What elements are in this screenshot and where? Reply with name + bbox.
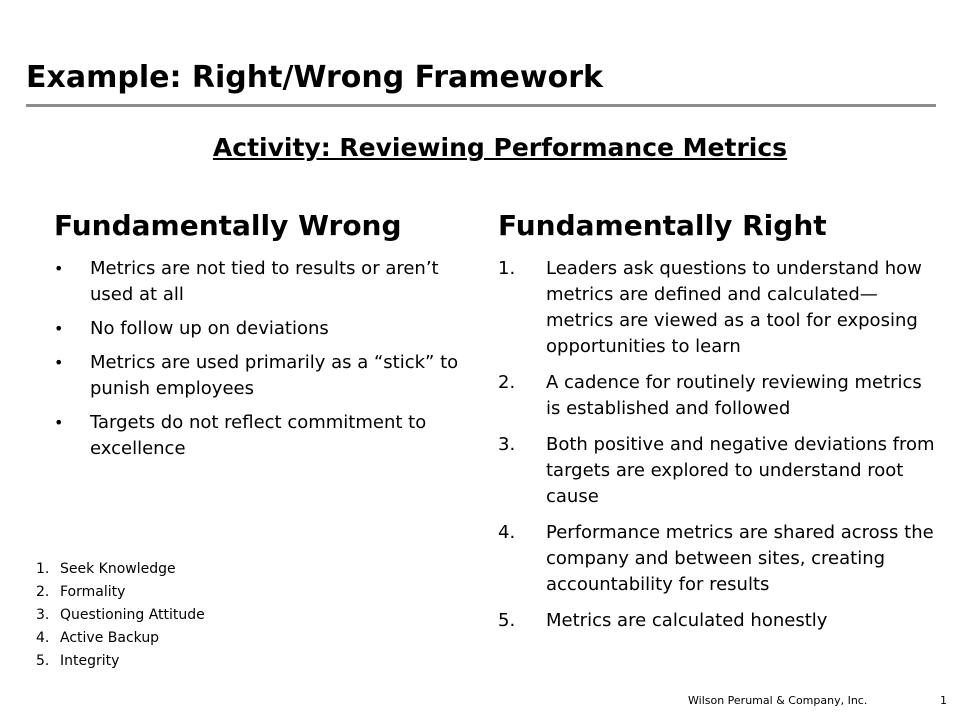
principle-number: 3.: [36, 607, 50, 623]
list-number: 4.: [498, 522, 516, 543]
bullet-icon: •: [54, 413, 64, 432]
bullet-icon: •: [54, 259, 64, 278]
wrong-list-item: [54, 256, 474, 308]
wrong-list-item: [54, 350, 474, 402]
list-number: 3.: [498, 434, 516, 455]
right-list-item: [498, 608, 938, 634]
right-list: [498, 256, 938, 644]
right-item-text: Both positive and negative deviations from targets are explored to understand root cause: [546, 434, 935, 507]
right-heading: Fundamentally Right: [498, 209, 827, 242]
bullet-icon: •: [54, 353, 64, 372]
right-list-item: [498, 370, 938, 422]
slide-title: Example: Right/Wrong Framework: [26, 60, 603, 95]
page-number: 1: [940, 694, 947, 707]
footer-company: Wilson Perumal & Company, Inc.: [688, 694, 868, 707]
wrong-heading: Fundamentally Wrong: [54, 209, 402, 242]
right-item-text: Leaders ask questions to understand how metrics are defined and calculated—metrics are viewed as a tool for exposing opportunities to learn: [546, 258, 922, 357]
wrong-item-text: Targets do not reflect commitment to excellence: [90, 412, 427, 459]
principle-number: 1.: [36, 561, 50, 577]
principle-item: [36, 558, 205, 581]
right-list-item: [498, 256, 938, 360]
principle-item: [36, 581, 205, 604]
list-number: 2.: [498, 372, 516, 393]
principle-number: 5.: [36, 653, 50, 669]
principle-text: Integrity: [60, 653, 120, 669]
list-number: 1.: [498, 258, 516, 279]
principle-item: [36, 604, 205, 627]
wrong-list-item: [54, 410, 474, 462]
principle-text: Formality: [60, 584, 126, 600]
bullet-icon: •: [54, 319, 64, 338]
right-item-text: A cadence for routinely reviewing metrics is established and followed: [546, 372, 922, 419]
principle-text: Active Backup: [60, 630, 160, 646]
right-list-item: [498, 520, 938, 598]
principle-text: Questioning Attitude: [60, 607, 205, 623]
wrong-item-text: Metrics are not tied to results or aren’t used at all: [90, 258, 439, 305]
wrong-list: [54, 256, 474, 470]
list-number: 5.: [498, 610, 516, 631]
right-item-text: Performance metrics are shared across the company and between sites, creating accountability for results: [546, 522, 934, 595]
wrong-item-text: Metrics are used primarily as a “stick” to punish employees: [90, 352, 459, 399]
principles-list: [36, 558, 205, 673]
wrong-list-item: [54, 316, 474, 342]
title-divider: [26, 104, 936, 107]
principle-item: [36, 650, 205, 673]
principle-text: Seek Knowledge: [60, 561, 176, 577]
right-item-text: Metrics are calculated honestly: [546, 610, 828, 631]
right-list-item: [498, 432, 938, 510]
activity-title: Activity: Reviewing Performance Metrics: [212, 133, 788, 162]
principle-number: 4.: [36, 630, 50, 646]
principle-item: [36, 627, 205, 650]
wrong-item-text: No follow up on deviations: [90, 318, 329, 339]
principle-number: 2.: [36, 584, 50, 600]
